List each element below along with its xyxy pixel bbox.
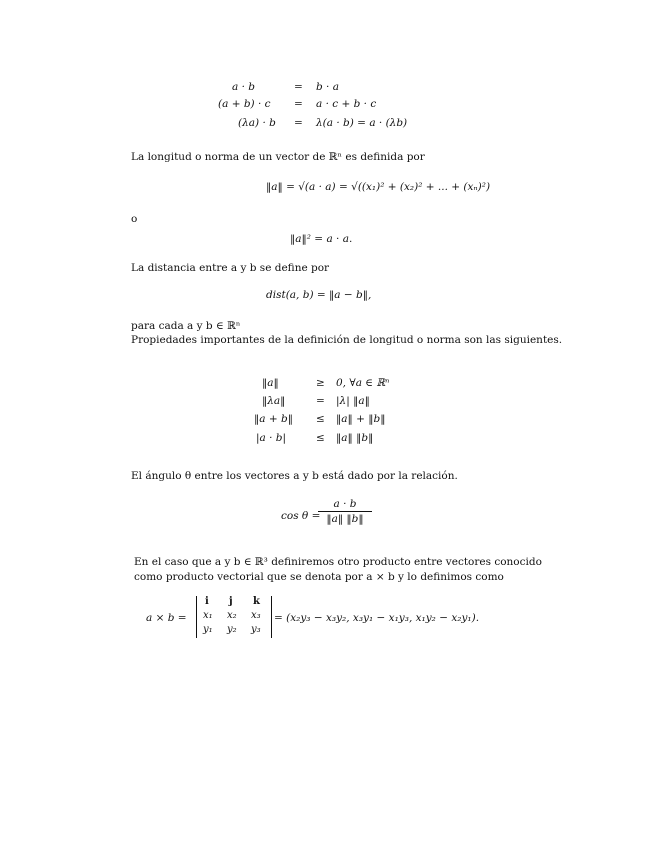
property-lhs-3: ‖a + b‖: [254, 413, 293, 425]
text-r3-line-2: como producto vectorial que se denota por a × b y lo definimos como: [134, 571, 504, 583]
text-para-cada: para cada a y b ∈ ℝⁿ: [131, 320, 241, 332]
property-op-2: =: [316, 395, 325, 407]
matrix-cell-y2: y₂: [227, 624, 237, 635]
cross-rhs: = (x₂y₃ − x₃y₂, x₃y₁ − x₁y₃, x₁y₂ − x₂y₁).: [274, 612, 480, 624]
cosine-numerator: a · b: [318, 498, 372, 512]
property-lhs-1: ‖a‖: [262, 377, 279, 389]
cosine-lhs: cos θ =: [281, 510, 321, 522]
property-rhs-1: 0, ∀a ∈ ℝⁿ: [336, 377, 390, 389]
equation-distance: dist(a, b) = ‖a − b‖,: [266, 289, 372, 301]
identity-op-2: =: [294, 98, 303, 110]
cross-lhs: a × b =: [146, 612, 187, 624]
cross-determinant: [196, 596, 272, 638]
property-op-3: ≤: [316, 413, 325, 425]
identity-lhs-1: a · b: [232, 81, 255, 93]
property-op-4: ≤: [316, 432, 325, 444]
matrix-cell-y1: y₁: [203, 624, 213, 635]
text-propiedades: Propiedades importantes de la definición de longitud o norma son las siguientes.: [131, 334, 563, 346]
matrix-cell-k: k: [253, 596, 260, 607]
text-o: o: [131, 213, 138, 225]
equation-norm-squared: ‖a‖² = a · a.: [290, 233, 353, 245]
text-angle-definition: El ángulo θ entre los vectores a y b está dado por la relación.: [131, 470, 458, 482]
matrix-cell-x3: x₃: [251, 610, 261, 621]
equation-norm: ‖a‖ = √(a · a) = √((x₁)² + (x₂)² + ... + (xₙ)²): [266, 181, 491, 193]
matrix-cell-x2: x₂: [227, 610, 237, 621]
matrix-cell-i: i: [205, 596, 209, 607]
identity-rhs-2: a · c + b · c: [316, 98, 377, 110]
cosine-fraction: [318, 498, 372, 525]
text-r3-line-1: En el caso que a y b ∈ ℝ³ definiremos otro producto entre vectores conocido: [134, 556, 542, 568]
property-op-1: ≥: [316, 377, 325, 389]
matrix-cell-y3: y₃: [251, 624, 261, 635]
property-rhs-4: ‖a‖ ‖b‖: [336, 432, 374, 444]
matrix-cell-j: j: [229, 596, 233, 607]
property-lhs-4: |a · b|: [256, 432, 287, 444]
identity-op-1: =: [294, 81, 303, 93]
property-rhs-3: ‖a‖ + ‖b‖: [336, 413, 386, 425]
text-norm-definition: La longitud o norma de un vector de ℝⁿ es definida por: [131, 151, 425, 163]
matrix-cell-x1: x₁: [203, 610, 213, 621]
identity-lhs-2: (a + b) · c: [218, 98, 271, 110]
identity-lhs-3: (λa) · b: [238, 117, 276, 129]
identity-op-3: =: [294, 117, 303, 129]
property-lhs-2: ‖λa‖: [262, 395, 286, 407]
identity-rhs-1: b · a: [316, 81, 339, 93]
text-distance-definition: La distancia entre a y b se define por: [131, 262, 330, 274]
identity-rhs-3: λ(a · b) = a · (λb): [316, 117, 408, 129]
cosine-denominator: ‖a‖ ‖b‖: [326, 513, 364, 525]
property-rhs-2: |λ| ‖a‖: [336, 395, 370, 407]
